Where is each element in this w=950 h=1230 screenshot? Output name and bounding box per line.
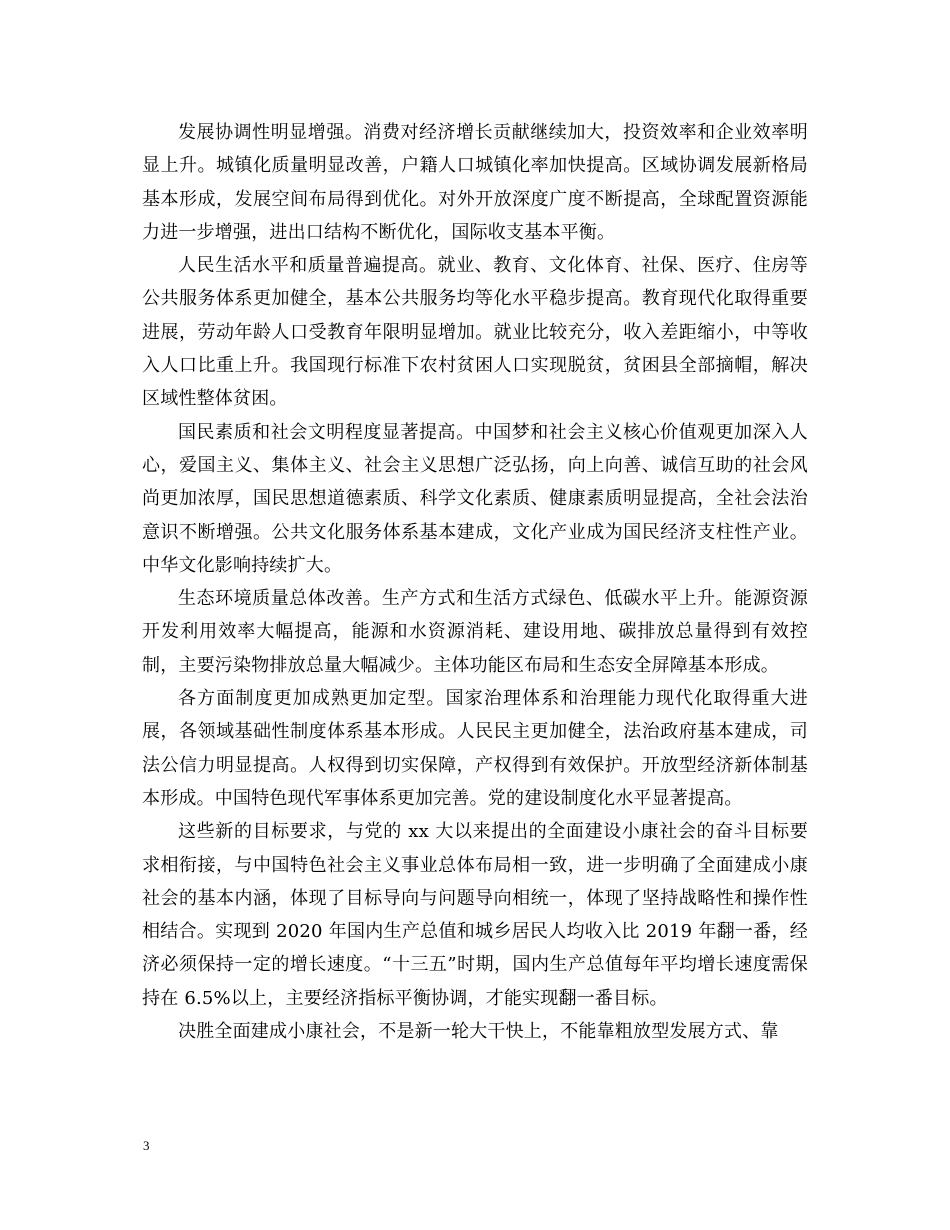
paragraph-development-coordination: 发展协调性明显增强。消费对经济增长贡献继续加大，投资效率和企业效率明显上升。城镇化质量明显改善，户籍人口城镇化率加快提高。区域协调发展新格局基本形成，发展空间布局得到优化。对外开放深度广度不断提高，全球配置资源能力进一步增强，进出口结构不断优化，国际收支基本平衡。 xyxy=(142,122,808,243)
document-body xyxy=(142,116,808,1048)
paragraph-goals: 这些新的目标要求，与党的 xx 大以来提出的全面建设小康社会的奋斗目标要求相衔接，与中国特色社会主义事业总体布局相一致，进一步明确了全面建成小康社会的基本内涵，体现了目标导向与问题导向相统一，体现了坚持战略性和操作性相结合。实现到 2020 年国内生产总值和城乡居民人均收入比 2019 年翻一番，经济必须保持一定的增长速度。“十三五”时期，国内生产总值每年平均增长速度需保持在 6.5%以上，主要经济指标平衡协调，才能实现翻一番目标。 xyxy=(142,821,808,1009)
page-number: 3 xyxy=(143,1138,150,1153)
paragraph-ecology: 生态环境质量总体改善。生产方式和生活方式绿色、低碳水平上升。能源资源开发利用效率大幅提高，能源和水资源消耗、建设用地、碳排放总量得到有效控制，主要污染物排放总量大幅减少。主体功能区布局和生态安全屏障基本形成。 xyxy=(142,588,808,676)
paragraph-national-quality: 国民素质和社会文明程度显著提高。中国梦和社会主义核心价值观更加深入人心，爱国主义、集体主义、社会主义思想广泛弘扬，向上向善、诚信互助的社会风尚更加浓厚，国民思想道德素质、科学文化素质、健康素质明显提高，全社会法治意识不断增强。公共文化服务体系基本建成，文化产业成为国民经济支柱性产业。中华文化影响持续扩大。 xyxy=(142,421,808,576)
paragraph-institutions: 各方面制度更加成熟更加定型。国家治理体系和治理能力现代化取得重大进展，各领域基础性制度体系基本形成。人民民主更加健全，法治政府基本建成，司法公信力明显提高。人权得到切实保障，产权得到有效保护。开放型经济新体制基本形成。中国特色现代军事体系更加完善。党的建设制度化水平显著提高。 xyxy=(142,688,808,809)
paragraph-decisive-victory: 决胜全面建成小康社会，不是新一轮大干快上，不能靠粗放型发展方式、靠 xyxy=(178,1021,779,1043)
paragraph-living-standards: 人民生活水平和质量普遍提高。就业、教育、文化体育、社保、医疗、住房等公共服务体系更加健全，基本公共服务均等化水平稳步提高。教育现代化取得重要进展，劳动年龄人口受教育年限明显增加。就业比较充分，收入差距缩小，中等收入人口比重上升。我国现行标准下农村贫困人口实现脱贫，贫困县全部摘帽，解决区域性整体贫困。 xyxy=(142,255,808,410)
